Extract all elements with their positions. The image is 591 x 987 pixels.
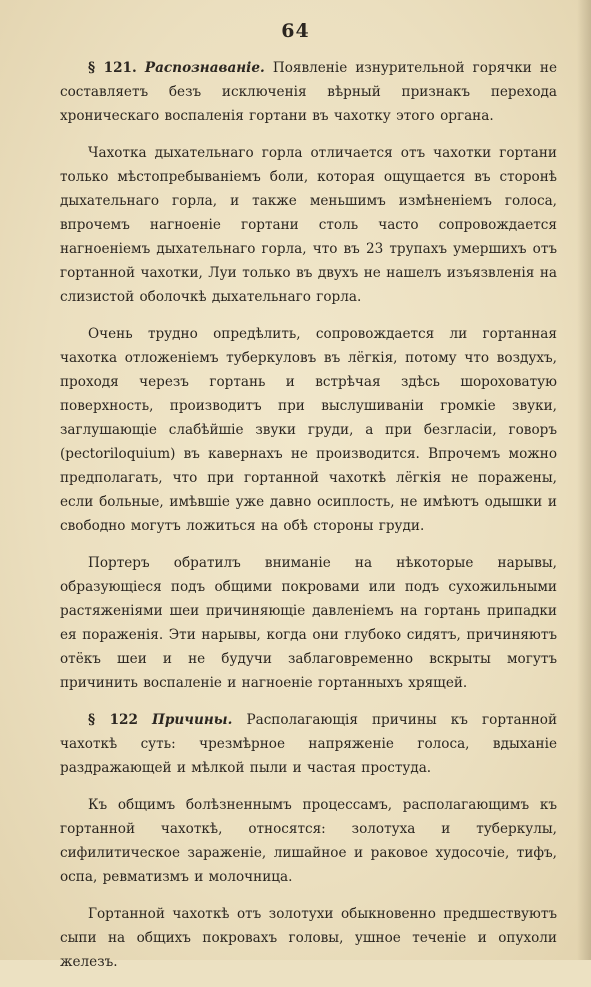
page-edge-shadow — [577, 0, 591, 960]
paragraph-text: Портеръ обратилъ вниманіе на нѣкоторые нарывы, образующіеся подъ общими покровами или подъ сухожильными растяженіями шеи причиняющіе давленіемъ на гортань припадки ея пораженія. Эти нарывы, когда они глубоко сидятъ, причиняютъ отёкъ шеи и не будучи заблаговременно вскрыты могутъ причинить воспаленіе и нагноеніе гортанныхъ хрящей. — [60, 555, 557, 691]
page-number: 64 — [281, 20, 310, 42]
paragraph-text: Располагающія причины къ гортанной чахоткѣ суть: чрезмѣрное напряженіе голоса, вдыханіе раздражающей и мѣлкой пыли и частая простуда. — [60, 712, 558, 776]
paragraph-section-121 — [60, 56, 557, 128]
paragraph — [60, 322, 557, 538]
paragraph — [60, 902, 557, 974]
paragraph-text: Чахотка дыхательнаго горла отличается отъ чахотки гортани только мѣстопребываніемъ боли, которая ощущается въ сторонѣ дыхательнаго горла, и также меньшимъ измѣненіемъ голоса, впрочемъ нагноеніе гортани столь часто сопровождается нагноеніемъ дыхательнаго горла, что въ 23 трупахъ умершихъ отъ гортанной чахотки, Луи только въ двухъ не нашелъ изъязвленія на слизистой оболочкѣ дыхательнаго горла. — [60, 145, 557, 305]
section-number: § 121. — [88, 60, 137, 76]
section-number: § 122 — [88, 712, 138, 728]
paragraph-section-122 — [60, 708, 557, 780]
paragraph-text: Гортанной чахоткѣ отъ золотухи обыкновенно предшествуютъ сыпи на общихъ покровахъ головы, ушное теченіе и опухоли железъ. — [60, 906, 557, 970]
paragraph — [60, 793, 557, 889]
paragraph — [60, 551, 557, 695]
section-title: Распознаваніе. — [144, 60, 265, 76]
paragraph-text: Появленіе изнурительной горячки не составляетъ безъ исключенія вѣрный признакъ перехода хроническаго воспаленія гортани въ чахотку этого органа. — [60, 60, 558, 124]
body-text — [60, 56, 557, 987]
paragraph-text: Очень трудно опредѣлить, сопровождается ли гортанная чахотка отложеніемъ туберкуловъ въ лёгкія, потому что воздухъ, проходя черезъ гортань и встрѣчая здѣсь шороховатую поверхность, производитъ при выслушиваніи громкіе звуки, заглушающіе слабѣйшіе звуки груди, а при безгласіи, говоръ (pectoriloquium) въ кавернахъ не производится. Впрочемъ можно предполагать, что при гортанной чахоткѣ лёгкія не поражены, если больные, имѣвшіе уже давно осиплость, не имѣютъ одышки и свободно могутъ ложиться на обѣ стороны груди. — [60, 326, 557, 534]
paragraph-text: Къ общимъ болѣзненнымъ процессамъ, располагающимъ къ гортанной чахоткѣ, относятся: золотуха и туберкулы, сифилитическое зараженіе, лишайное и раковое худосочіе, тифъ, оспа, ревматизмъ и молочница. — [60, 797, 557, 885]
section-title: Причины. — [152, 712, 233, 728]
paragraph — [60, 141, 557, 309]
